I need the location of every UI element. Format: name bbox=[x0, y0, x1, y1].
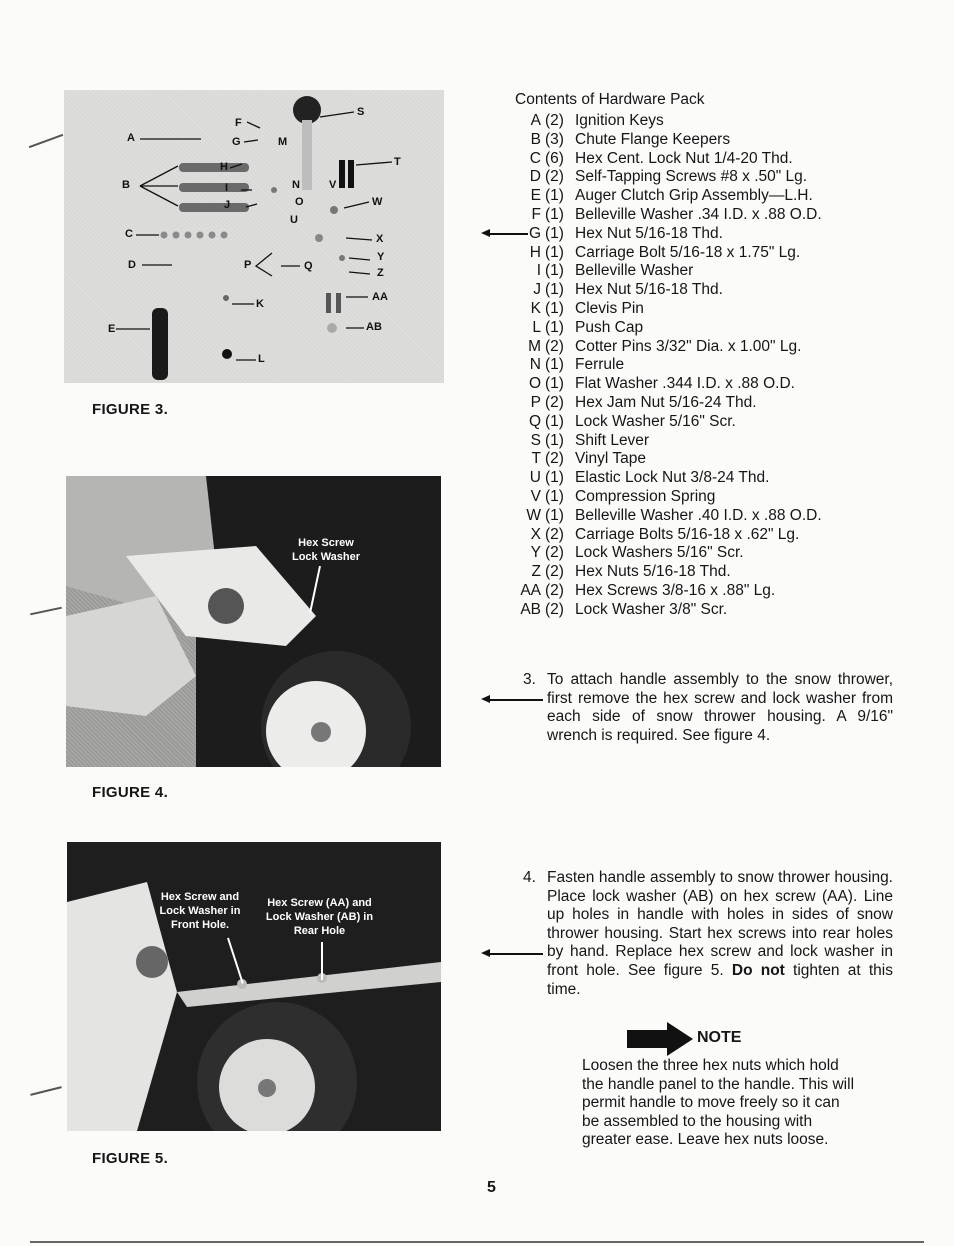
hardware-item bbox=[507, 262, 867, 280]
hardware-item-letter: H bbox=[529, 243, 541, 261]
hardware-item-qty: (1) bbox=[545, 375, 564, 393]
hardware-item-description: Lock Washers 5/16" Scr. bbox=[575, 544, 744, 562]
hardware-item-description: Shift Lever bbox=[575, 431, 650, 449]
hardware-item-qty: (2) bbox=[545, 544, 564, 562]
hardware-item bbox=[507, 526, 867, 544]
step-4-text: Fasten handle assembly to snow thrower housing. Place lock washer (AB) on hex screw (AA). Line up holes in handle with holes in sides of snow thrower housing. Start hex screws into rear holes by hand. Replace hex screw and lock washer in front hole. See figure 5. bbox=[547, 869, 893, 979]
callout-line-hex-screw: Hex Screw bbox=[298, 537, 354, 549]
hardware-item-qty: (1) bbox=[545, 262, 564, 280]
label-s: S bbox=[357, 106, 365, 118]
label-ab: AB bbox=[366, 321, 382, 333]
hardware-item-letter: I bbox=[536, 262, 541, 280]
left-edge-mark bbox=[30, 607, 62, 616]
hardware-item-qty: (1) bbox=[545, 281, 564, 299]
hardware-item-description: Belleville Washer .34 I.D. x .88 O.D. bbox=[575, 206, 822, 223]
label-q: Q bbox=[304, 260, 313, 272]
left-edge-mark bbox=[29, 134, 64, 148]
hardware-item-letter: L bbox=[532, 318, 541, 336]
callout-front-line-3: Front Hole. bbox=[170, 919, 230, 931]
hardware-item bbox=[507, 544, 867, 562]
margin-arrowhead-step-4 bbox=[481, 949, 490, 957]
hardware-item-qty: (2) bbox=[545, 168, 564, 186]
hardware-item-letter: B bbox=[530, 130, 541, 148]
label-p: P bbox=[244, 259, 252, 271]
hardware-item-letter: O bbox=[528, 375, 541, 393]
hardware-item bbox=[507, 394, 867, 412]
label-w: W bbox=[372, 196, 383, 208]
hardware-item bbox=[507, 131, 867, 149]
step-3-number: 3. bbox=[523, 671, 536, 688]
hardware-item-description: Push Cap bbox=[575, 318, 644, 336]
hardware-item-description: Ferrule bbox=[575, 356, 625, 374]
hardware-item-description: Vinyl Tape bbox=[575, 450, 646, 468]
figure-4-callout bbox=[276, 536, 376, 564]
hardware-pack-title: Contents of Hardware Pack bbox=[515, 91, 705, 108]
hardware-item-letter: N bbox=[529, 356, 541, 374]
hardware-item-qty: (1) bbox=[545, 243, 564, 261]
label-b: B bbox=[122, 179, 130, 191]
hardware-item-description: Compression Spring bbox=[575, 488, 716, 505]
hardware-item bbox=[507, 281, 867, 299]
hardware-item-description: Hex Screws 3/8-16 x .88" Lg. bbox=[575, 582, 776, 599]
step-4 bbox=[523, 869, 893, 999]
hardware-item-qty: (6) bbox=[545, 149, 564, 167]
hardware-item-letter: V bbox=[530, 488, 541, 505]
hardware-item-qty: (2) bbox=[545, 582, 564, 599]
step-3 bbox=[523, 671, 893, 745]
label-y: Y bbox=[377, 251, 385, 263]
step-4-text-end: tighten at this time. bbox=[547, 961, 893, 998]
label-k: K bbox=[256, 298, 264, 310]
hardware-item bbox=[507, 413, 867, 431]
hardware-item-letter: W bbox=[526, 506, 541, 524]
hardware-item-description: Hex Nut 5/16-18 Thd. bbox=[575, 281, 723, 299]
margin-arrowhead-g bbox=[481, 229, 490, 237]
step-4-bold: Do not bbox=[731, 961, 785, 979]
hardware-item-description: Hex Jam Nut 5/16-24 Thd. bbox=[575, 394, 757, 411]
figure-4-caption: FIGURE 4. bbox=[92, 784, 169, 801]
hardware-item bbox=[507, 150, 867, 168]
hardware-item-letter: F bbox=[531, 206, 541, 223]
figure-5-callout-rear bbox=[257, 896, 382, 938]
hardware-item bbox=[507, 450, 867, 468]
hardware-item bbox=[507, 601, 867, 619]
figure-3-caption: FIGURE 3. bbox=[92, 401, 169, 418]
figure-5-caption: FIGURE 5. bbox=[92, 1150, 169, 1167]
hardware-item bbox=[507, 338, 867, 356]
hardware-item-qty: (1) bbox=[545, 224, 564, 242]
label-c: C bbox=[125, 228, 133, 240]
page-number: 5 bbox=[487, 1179, 496, 1196]
label-z: Z bbox=[377, 267, 384, 279]
hardware-item-qty: (2) bbox=[545, 394, 564, 411]
hardware-item-qty: (1) bbox=[545, 356, 564, 374]
hardware-item-description: Belleville Washer .40 I.D. x .88 O.D. bbox=[575, 506, 822, 524]
hardware-item-letter: A bbox=[530, 112, 541, 129]
hardware-item bbox=[507, 488, 867, 506]
callout-front-line-1: Hex Screw and bbox=[160, 891, 240, 903]
margin-arrow-step-3 bbox=[487, 699, 543, 701]
hardware-item bbox=[507, 319, 867, 337]
hardware-item-description: Cotter Pins 3/32" Dia. x 1.00" Lg. bbox=[575, 337, 802, 355]
figure-5-callout-front bbox=[145, 890, 255, 932]
hardware-pack-list bbox=[507, 112, 867, 622]
handle-attachment-photo bbox=[66, 476, 441, 767]
hardware-item bbox=[507, 356, 867, 374]
label-j: J bbox=[224, 199, 231, 211]
hardware-parts-illustration bbox=[64, 90, 444, 383]
hardware-item-qty: (1) bbox=[545, 412, 564, 430]
hardware-item-description: Hex Nut 5/16-18 Thd. bbox=[575, 224, 723, 242]
hardware-item bbox=[507, 300, 867, 318]
hardware-item-description: Hex Nuts 5/16-18 Thd. bbox=[575, 563, 731, 581]
label-a: A bbox=[127, 132, 135, 144]
hardware-item-description: Clevis Pin bbox=[575, 300, 644, 317]
figure-3-photo bbox=[64, 90, 444, 383]
label-l: L bbox=[258, 353, 265, 365]
hardware-item bbox=[507, 469, 867, 487]
hardware-item-description: Lock Washer 5/16" Scr. bbox=[575, 412, 736, 430]
hardware-item-letter: Y bbox=[530, 544, 541, 562]
handle-fastening-photo bbox=[67, 842, 441, 1131]
label-g: G bbox=[232, 136, 241, 148]
hardware-item-description: Belleville Washer bbox=[575, 262, 694, 280]
callout-rear-line-1: Hex Screw (AA) and bbox=[267, 897, 372, 909]
label-o: O bbox=[295, 196, 304, 208]
hardware-item-description: Lock Washer 3/8" Scr. bbox=[575, 600, 728, 618]
hardware-item-description: Chute Flange Keepers bbox=[575, 130, 731, 148]
margin-arrow-item-g bbox=[486, 233, 528, 235]
hardware-item-letter: E bbox=[530, 187, 541, 205]
hardware-item bbox=[507, 244, 867, 262]
figure-5-photo bbox=[67, 842, 441, 1131]
hardware-item-letter: Z bbox=[531, 563, 541, 581]
margin-arrowhead-step-3 bbox=[481, 695, 490, 703]
callout-front-line-2: Lock Washer in bbox=[159, 905, 241, 917]
label-t: T bbox=[394, 156, 401, 168]
callout-line-lock-washer: Lock Washer bbox=[291, 551, 361, 563]
hardware-item-letter: AB bbox=[520, 600, 541, 618]
figure-4-photo bbox=[66, 476, 441, 767]
hardware-item bbox=[507, 225, 867, 243]
label-x: X bbox=[376, 233, 384, 245]
callout-rear-line-3: Rear Hole bbox=[293, 925, 346, 937]
hardware-item-description: Carriage Bolts 5/16-18 x .62" Lg. bbox=[575, 525, 800, 543]
hardware-item bbox=[507, 112, 867, 130]
hardware-item-description: Auger Clutch Grip Assembly—L.H. bbox=[575, 187, 813, 205]
hardware-item-qty: (3) bbox=[545, 130, 564, 148]
label-f: F bbox=[235, 117, 242, 129]
hardware-item-description: Hex Cent. Lock Nut 1/4-20 Thd. bbox=[575, 149, 793, 167]
label-i: I bbox=[225, 182, 229, 194]
hardware-item-letter: Q bbox=[528, 412, 541, 430]
hardware-item-qty: (2) bbox=[545, 563, 564, 581]
hardware-item-qty: (2) bbox=[545, 112, 564, 129]
hardware-item-qty: (2) bbox=[545, 600, 564, 618]
hardware-item bbox=[507, 563, 867, 581]
hardware-item-qty: (1) bbox=[545, 431, 564, 449]
hardware-item bbox=[507, 168, 867, 186]
hardware-item-qty: (2) bbox=[545, 337, 564, 355]
note-text: Loosen the three hex nuts which hold the handle panel to the handle. This will permit handle to move freely so it can be assembled to the housing with greater ease. Leave hex nuts loose. bbox=[582, 1057, 855, 1149]
bottom-rule bbox=[30, 1241, 924, 1243]
hardware-item-qty: (2) bbox=[545, 450, 564, 468]
hardware-item-letter: P bbox=[530, 394, 541, 411]
hardware-item-letter: S bbox=[530, 431, 541, 449]
left-edge-mark bbox=[30, 1086, 62, 1096]
hardware-item bbox=[507, 206, 867, 224]
label-v: V bbox=[329, 179, 337, 191]
hardware-item-qty: (1) bbox=[545, 318, 564, 336]
label-e: E bbox=[108, 323, 116, 335]
hardware-item-qty: (1) bbox=[545, 469, 564, 487]
label-d: D bbox=[128, 259, 136, 271]
hardware-item-letter: U bbox=[529, 469, 541, 487]
label-aa: AA bbox=[372, 291, 388, 303]
hardware-item-letter: C bbox=[529, 149, 541, 167]
hardware-item-qty: (2) bbox=[545, 525, 564, 543]
hardware-item-qty: (1) bbox=[545, 300, 564, 317]
hardware-item-description: Elastic Lock Nut 3/8-24 Thd. bbox=[575, 469, 770, 487]
hardware-item-letter: D bbox=[529, 168, 541, 186]
hardware-item-letter: G bbox=[528, 224, 541, 242]
step-4-number: 4. bbox=[523, 869, 536, 886]
label-u: U bbox=[290, 214, 298, 226]
note-arrow-icon bbox=[627, 1022, 693, 1056]
label-n: N bbox=[292, 179, 300, 191]
hardware-item-description: Ignition Keys bbox=[575, 112, 664, 129]
hardware-item bbox=[507, 582, 867, 600]
hardware-item-description: Carriage Bolt 5/16-18 x 1.75" Lg. bbox=[575, 243, 801, 261]
hardware-item-letter: M bbox=[528, 337, 541, 355]
hardware-item bbox=[507, 507, 867, 525]
hardware-item-qty: (1) bbox=[545, 187, 564, 205]
hardware-item-qty: (1) bbox=[545, 506, 564, 524]
hardware-item-letter: AA bbox=[520, 582, 541, 599]
step-3-text: To attach handle assembly to the snow thrower, first remove the hex screw and lock washer from each side of snow thrower housing. A 9/16" wrench is required. See figure 4. bbox=[547, 671, 893, 744]
callout-rear-pointer bbox=[321, 942, 323, 980]
hardware-item bbox=[507, 375, 867, 393]
hardware-item-qty: (1) bbox=[545, 206, 564, 223]
hardware-item-letter: X bbox=[530, 525, 541, 543]
hardware-item-letter: J bbox=[533, 281, 541, 299]
note-heading: NOTE bbox=[697, 1029, 742, 1046]
label-m: M bbox=[278, 136, 288, 148]
margin-arrow-step-4 bbox=[487, 953, 543, 955]
hardware-item-qty: (1) bbox=[545, 488, 564, 505]
hardware-item-letter: T bbox=[531, 450, 541, 468]
callout-rear-line-2: Lock Washer (AB) in bbox=[265, 911, 374, 923]
hardware-item bbox=[507, 432, 867, 450]
hardware-item bbox=[507, 187, 867, 205]
label-h: H bbox=[220, 161, 228, 173]
hardware-item-description: Self-Tapping Screws #8 x .50" Lg. bbox=[575, 168, 808, 186]
hardware-item-letter: K bbox=[530, 300, 541, 317]
hardware-item-description: Flat Washer .344 I.D. x .88 O.D. bbox=[575, 375, 795, 393]
